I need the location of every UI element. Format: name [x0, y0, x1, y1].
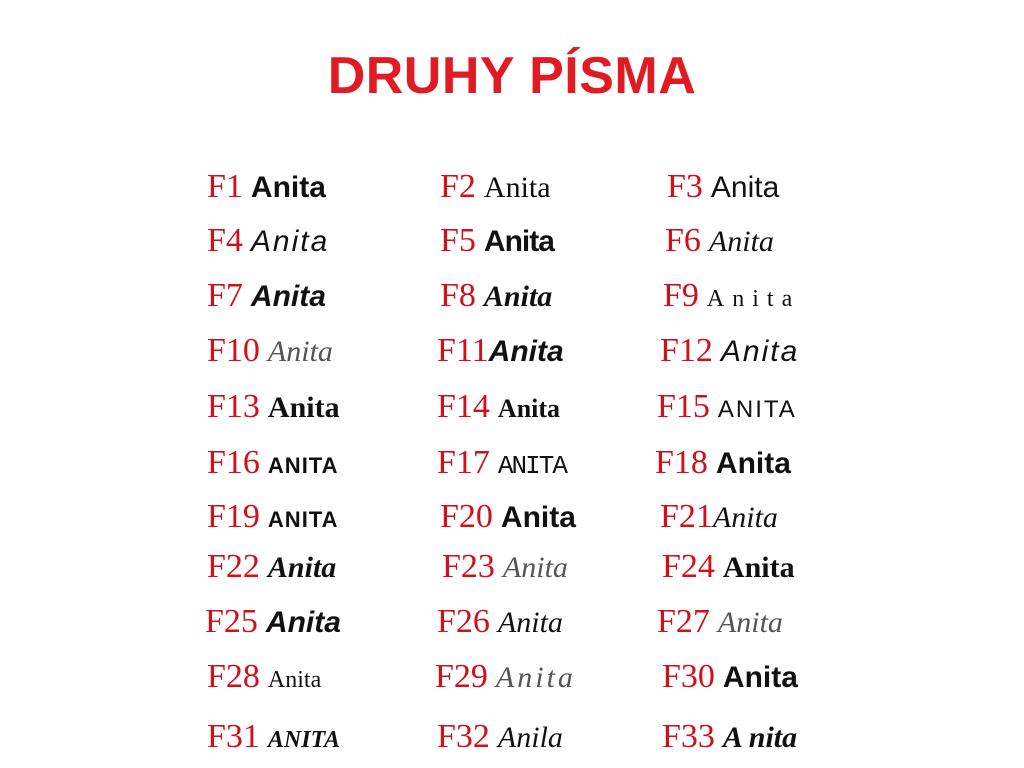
font-item-f24 [662, 550, 795, 584]
font-item-f21 [660, 500, 778, 534]
font-code: F13 [207, 388, 260, 425]
font-code: F27 [657, 603, 710, 640]
font-sample: Anita [250, 280, 326, 313]
font-code: F16 [207, 444, 260, 481]
font-sample: Anita [483, 280, 553, 313]
font-samples-grid [0, 162, 1024, 762]
font-code: F4 [207, 222, 243, 259]
font-item-f31 [207, 720, 340, 754]
font-item-f12 [660, 334, 799, 368]
font-code: F23 [442, 548, 495, 585]
font-code: F2 [440, 168, 476, 205]
font-sample: Anita [710, 171, 780, 204]
font-sample: Anita [722, 661, 798, 694]
font-item-f4 [207, 224, 329, 258]
font-item-f8 [440, 279, 552, 313]
font-sample: Anita [500, 501, 576, 534]
font-item-f13 [207, 390, 340, 424]
font-sample: Anita [497, 606, 563, 639]
font-code: F18 [655, 444, 708, 481]
font-item-f23 [442, 550, 568, 584]
font-code: F6 [665, 222, 701, 259]
font-sample: Anita [267, 391, 340, 424]
font-item-f32 [437, 720, 563, 754]
font-sample: ANITA [497, 451, 566, 481]
font-code: F14 [437, 388, 490, 425]
font-item-f30 [662, 660, 798, 694]
font-item-f22 [207, 550, 336, 584]
font-sample: Anita [250, 225, 330, 258]
font-code: F26 [437, 603, 490, 640]
font-sample: Anita [722, 551, 795, 584]
font-item-f15 [657, 390, 797, 424]
font-sample: Anita [267, 551, 337, 584]
font-code: F9 [663, 277, 699, 314]
font-item-f29 [435, 660, 576, 694]
font-code: F8 [440, 277, 476, 314]
font-code: F7 [207, 277, 243, 314]
font-code: F33 [662, 718, 715, 755]
font-item-f1 [207, 170, 326, 204]
font-item-f9 [663, 279, 800, 313]
font-code: F24 [662, 548, 715, 585]
font-code: F28 [207, 658, 260, 695]
font-item-f18 [655, 446, 791, 480]
font-item-f27 [657, 605, 783, 639]
font-item-f11 [437, 334, 564, 368]
font-sample: Anila [497, 721, 563, 754]
font-sample: ANITA [267, 453, 339, 478]
font-sample: Anita [250, 171, 326, 204]
font-code: F21 [660, 498, 713, 535]
font-code: F29 [435, 658, 488, 695]
font-code: F10 [207, 332, 260, 369]
font-sample: Anita [483, 225, 554, 258]
font-code: F32 [437, 718, 490, 755]
font-sample: Anita [712, 501, 778, 534]
font-sample: A nita [722, 721, 798, 754]
font-sample: Anita [488, 335, 564, 368]
font-sample: Anita [483, 171, 551, 204]
font-item-f7 [207, 279, 326, 313]
font-sample: Anita [717, 606, 783, 639]
font-sample: Anita [497, 394, 561, 423]
font-code: F19 [207, 498, 260, 535]
font-code: F12 [660, 332, 713, 369]
font-item-f25 [205, 605, 341, 639]
font-item-f5 [440, 224, 554, 258]
font-code: F5 [440, 222, 476, 259]
font-item-f16 [207, 446, 339, 480]
font-code: F11 [437, 332, 489, 369]
font-sample: Anita [265, 606, 341, 639]
font-sample: ANITA [267, 727, 340, 753]
font-sample: Anita [267, 667, 322, 693]
font-item-f10 [207, 334, 333, 368]
font-item-f6 [665, 224, 774, 258]
page-title: DRUHY PÍSMA [327, 47, 697, 105]
font-code: F25 [205, 603, 258, 640]
font-item-f3 [667, 170, 779, 204]
font-code: F15 [657, 388, 710, 425]
font-sample: Anita [715, 447, 791, 480]
font-code: F1 [207, 168, 243, 205]
font-sample: ANITA [717, 396, 797, 423]
font-sample: Anita [720, 335, 800, 368]
font-sample: Anita [706, 286, 801, 312]
font-sample: Anita [495, 661, 576, 694]
font-item-f33 [662, 720, 797, 754]
font-item-f26 [437, 605, 563, 639]
font-sample: ANITA [267, 507, 339, 532]
font-code: F22 [207, 548, 260, 585]
font-sample: Anita [708, 225, 774, 258]
font-code: F3 [667, 168, 703, 205]
font-item-f20 [440, 500, 576, 534]
font-item-f14 [437, 390, 560, 424]
font-item-f19 [207, 500, 339, 534]
font-item-f2 [440, 170, 551, 204]
font-sample: Anita [267, 335, 333, 368]
font-code: F31 [207, 718, 260, 755]
font-item-f17 [437, 446, 566, 480]
font-code: F30 [662, 658, 715, 695]
font-sample: Anita [502, 551, 568, 584]
font-code: F17 [437, 444, 490, 481]
font-code: F20 [440, 498, 493, 535]
font-item-f28 [207, 660, 321, 694]
